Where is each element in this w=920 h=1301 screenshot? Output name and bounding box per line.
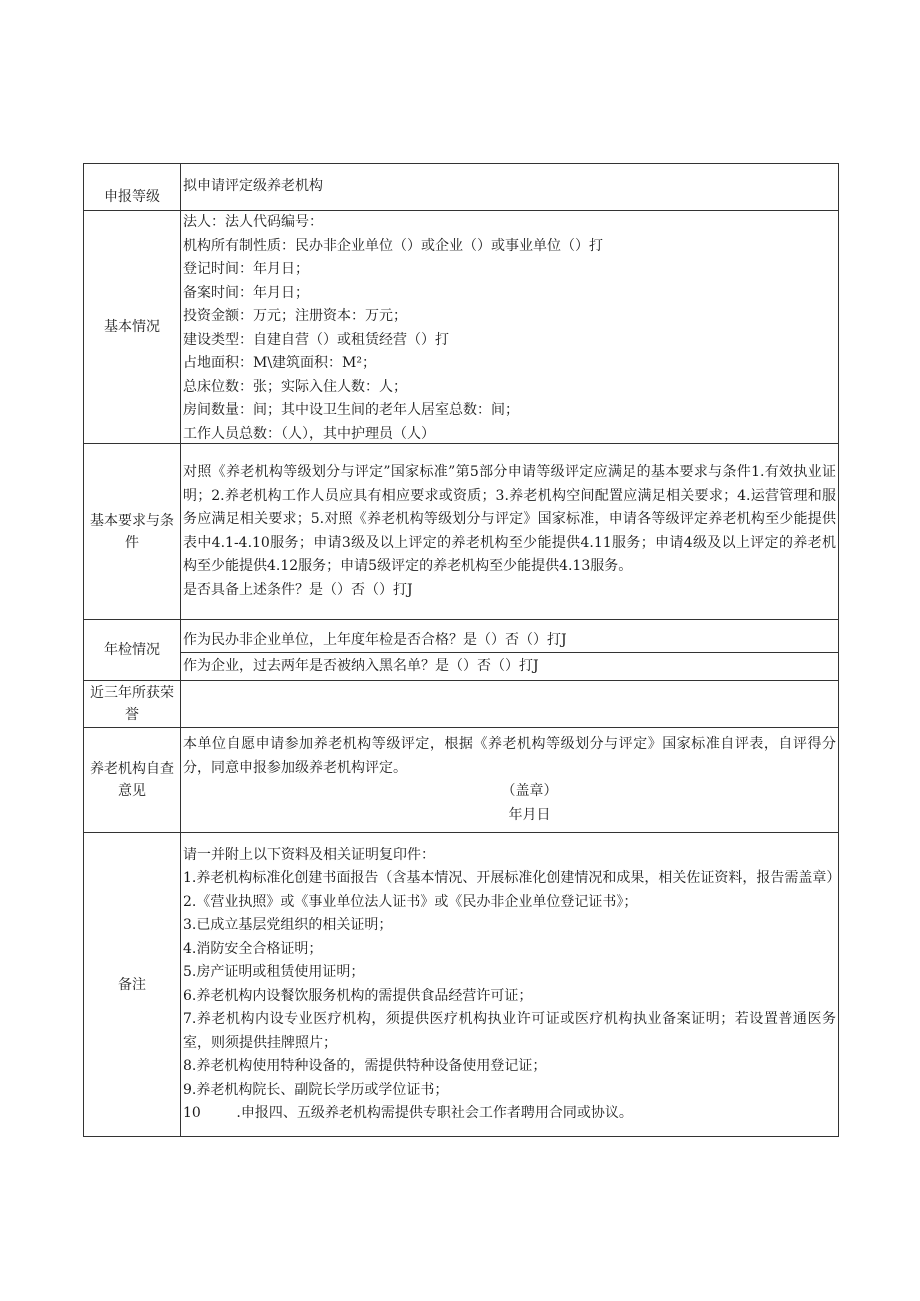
row-level (84, 164, 839, 211)
label-basic: 基本情况 (84, 211, 181, 444)
notes-intro: 请一并附上以下资料及相关证明复印件： (183, 846, 435, 863)
notes-item: 10 .申报四、五级养老机构需提供专职社会工作者聘用合同或协议。 (183, 1105, 633, 1121)
basic-line: 机构所有制性质：民办非企业单位（）或企业（）或事业单位（）打 (183, 237, 603, 254)
row-basic (84, 211, 839, 444)
opinion-date: 年月日 (508, 806, 551, 823)
row-notes (84, 833, 839, 1137)
opinion-stamp: （盖章） (501, 783, 558, 799)
basic-line: 投资金额：万元；注册资本：万元； (183, 308, 407, 324)
basic-line: 房间数量：间；其中设卫生间的老年人居室总数：间； (183, 402, 519, 418)
label-requirements: 基本要求与条件 (84, 444, 181, 620)
row-annual-2 (84, 653, 839, 681)
requirements-question: 是否具备上述条件？是（）否（）打J (183, 581, 413, 598)
value-basic (181, 211, 839, 444)
basic-lines (183, 211, 836, 443)
notes-item: 3.已成立基层党组织的相关证明； (183, 917, 393, 933)
label-opinion: 养老机构自查意见 (84, 728, 181, 833)
notes-item: 6.养老机构内设餐饮服务机构的需提供食品经营许可证； (183, 987, 533, 1004)
value-notes (181, 833, 839, 1137)
notes-item: 4.消防安全合格证明； (183, 940, 323, 957)
row-annual-1 (84, 620, 839, 653)
value-level: 拟申请评定级养老机构 (181, 164, 839, 211)
basic-line: 总床位数：张；实际入住人数：人； (183, 378, 407, 395)
annual-q1: 作为民办非企业单位，上年度年检是否合格？是（）否（）打J (181, 620, 839, 653)
label-annual: 年检情况 (84, 620, 181, 681)
value-opinion (181, 728, 839, 833)
basic-line: 备案时间：年月日； (183, 284, 309, 301)
notes-item: 5.房产证明或租赁使用证明； (183, 964, 365, 980)
label-honors: 近三年所获荣誉 (84, 681, 181, 728)
notes-item: 7.养老机构内设专业医疗机构，须提供医疗机构执业许可证或医疗机构执业备案证明；若设置普通医务室，则须提供挂牌照片； (183, 1011, 836, 1051)
basic-line: 登记时间：年月日； (183, 261, 309, 277)
label-level: 申报等级 (84, 164, 181, 211)
basic-line: 法人：法人代码编号： (183, 214, 323, 230)
basic-line: 建设类型：自建自营（）或租赁经营（）打 (183, 331, 449, 348)
label-notes: 备注 (84, 833, 181, 1137)
notes-item: 9.养老机构院长、副院长学历或学位证书； (183, 1081, 449, 1098)
application-form (83, 163, 839, 1137)
row-requirements (84, 444, 839, 620)
annual-q2: 作为企业，过去两年是否被纳入黑名单？是（）否（）打J (181, 653, 839, 681)
value-requirements (181, 444, 839, 620)
notes-item: 2.《营业执照》或《事业单位法人证书》或《民办非企业单位登记证书》； (183, 893, 638, 910)
notes-item: 1.养老机构标准化创建书面报告（含基本情况、开展标准化创建情况和成果，相关佐证资料，报告需盖章） (183, 870, 841, 886)
value-honors (181, 681, 839, 728)
notes-item: 8.养老机构使用特种设备的，需提供特种设备使用登记证； (183, 1058, 547, 1074)
row-honors (84, 681, 839, 728)
basic-line: 工作人员总数：（人），其中护理员（人） (183, 425, 435, 442)
requirements-text: 对照《养老机构等级划分与评定”国家标准”第5部分申请等级评定应满足的基本要求与条件1.有效执业证明；2.养老机构工作人员应具有相应要求或资质；3.养老机构空间配置应满足相关要求；4.运营管理和服务应满足相关要求；5.对照《养老机构等级划分与评定》国家标准，申请各等级评定养老机构至少能提供表中4.1-4.10服务；申请3级及以上评定的养老机构至少能提供4.11服务；申请4级及以上评定的养老机构至少能提供4.12服务；申请5级评定的养老机构至少能提供4.13服务。 (183, 464, 836, 574)
row-opinion (84, 728, 839, 833)
opinion-text: 本单位自愿申请参加养老机构等级评定，根据《养老机构等级划分与评定》国家标准自评表，自评得分分，同意申报参加级养老机构评定。 (183, 736, 836, 776)
form-table (83, 163, 839, 1137)
basic-line: 占地面积：M\建筑面积：M²； (183, 355, 376, 371)
